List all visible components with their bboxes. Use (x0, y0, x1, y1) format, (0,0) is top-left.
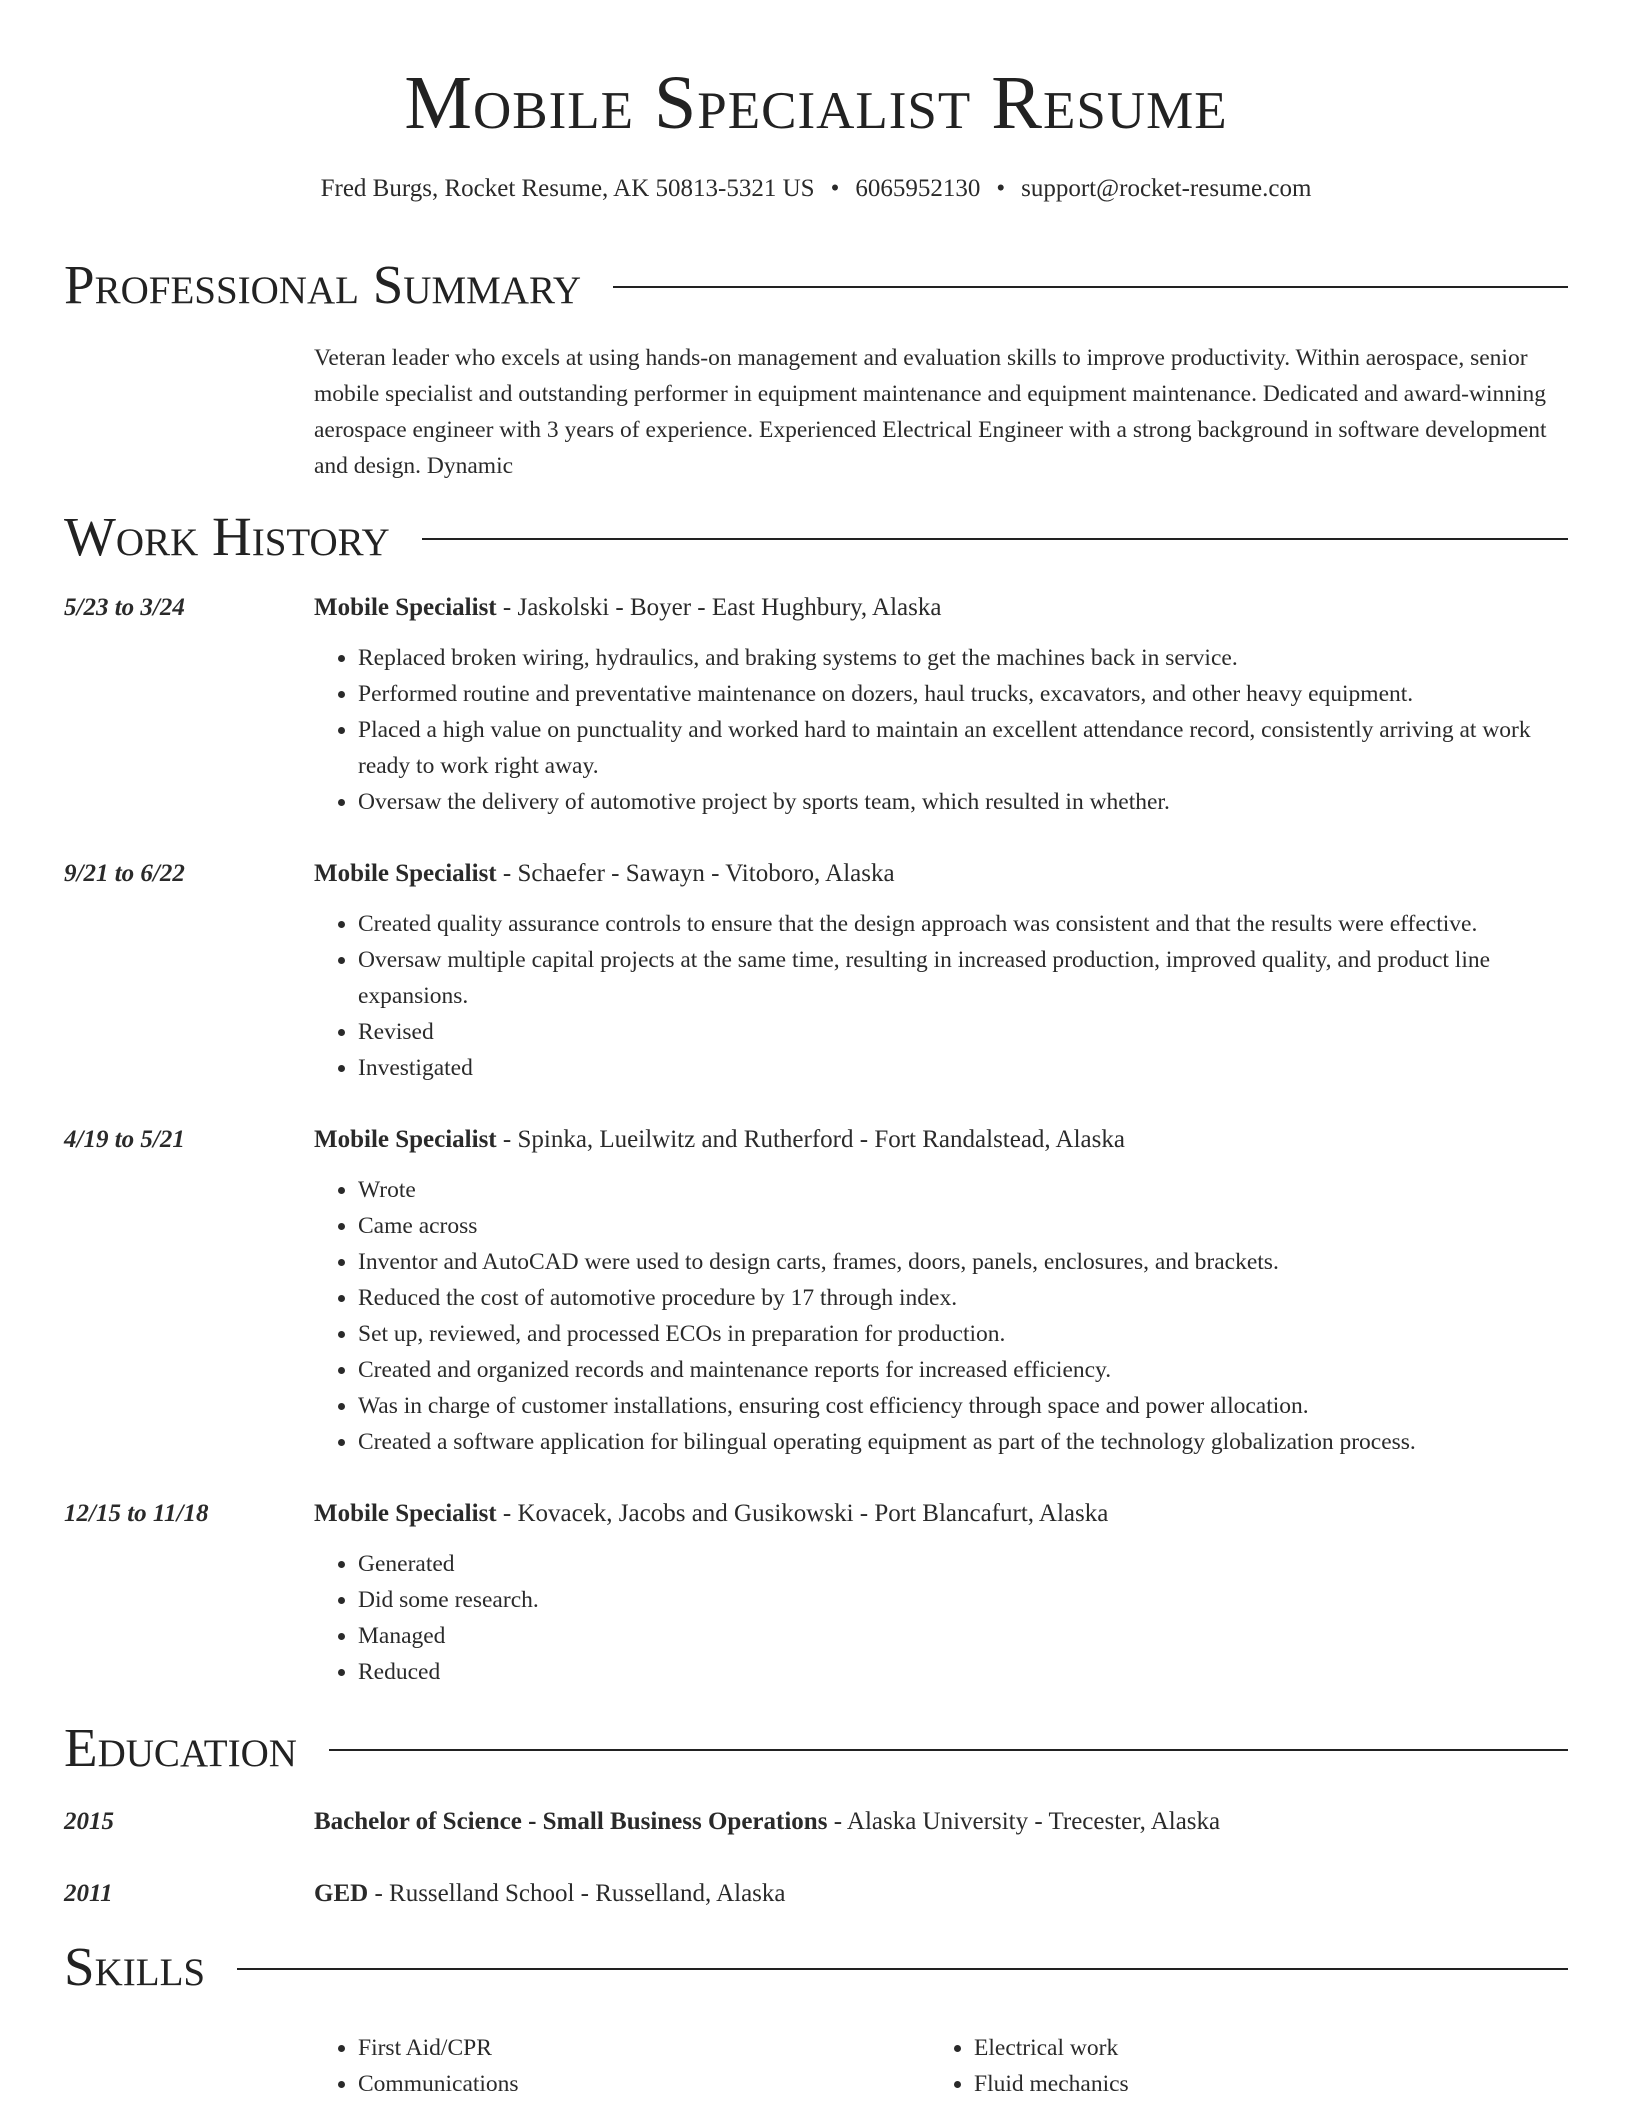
contact-address: Fred Burgs, Rocket Resume, AK 50813-5321 US (320, 175, 815, 202)
job-bullet: • Reduced (358, 1654, 1568, 1690)
job-bullet: • Revised (358, 1014, 1568, 1050)
section-divider (237, 1968, 1568, 1970)
job-bullet: • Did some research. (358, 1582, 1568, 1618)
resume-title: Mobile Specialist Resume (404, 61, 1228, 145)
section-title: Professional Summary (64, 254, 582, 315)
job-bullet: • Came across (358, 1208, 1568, 1244)
education-school: - Russelland School - Russelland, Alaska (368, 1880, 786, 1907)
job-bullet: • Managed (358, 1618, 1568, 1654)
contact-phone: 6065952130 (855, 175, 981, 202)
job-heading (314, 1122, 1125, 1158)
job-bullet: • Generated (358, 1546, 1568, 1582)
job-title: Mobile Specialist (314, 594, 497, 621)
contact-line (64, 172, 1568, 206)
job-heading (314, 856, 895, 892)
section-divider (422, 538, 1568, 540)
section-skills-heading (64, 1932, 1568, 2002)
section-title: Skills (64, 1936, 206, 1997)
education-school: - Alaska University - Trecester, Alaska (827, 1808, 1221, 1835)
education-degree: GED (314, 1880, 369, 1907)
skill-item: • Electrical work (974, 2030, 1534, 2066)
job-dates: 12/15 to 11/18 (64, 1500, 209, 1527)
job-bullets (314, 1546, 1568, 1690)
job-dates: 4/19 to 5/21 (64, 1126, 185, 1153)
education-year: 2011 (64, 1880, 113, 1907)
job-bullet: • Inventor and AutoCAD were used to design carts, frames, doors, panels, enclosures, and brackets. (358, 1244, 1568, 1280)
job-employer: - Spinka, Lueilwitz and Rutherford - Fort Randalstead, Alaska (496, 1126, 1125, 1153)
job-bullet: • Performed routine and preventative maintenance on dozers, haul trucks, excavators, and other heavy equipment. (358, 676, 1568, 712)
section-divider (329, 1749, 1568, 1751)
skills-column-right (930, 2030, 1534, 2102)
job-bullet: • Created a software application for bilingual operating equipment as part of the technology globalization process. (358, 1424, 1568, 1460)
job-bullet: • Replaced broken wiring, hydraulics, and braking systems to get the machines back in service. (358, 640, 1568, 676)
education-degree: Bachelor of Science - Small Business Operations (314, 1808, 828, 1835)
skill-item: • Communications (358, 2066, 918, 2102)
job-employer: - Jaskolski - Boyer - East Hughbury, Alaska (496, 594, 942, 621)
education-year: 2015 (64, 1808, 114, 1835)
job-employer: - Kovacek, Jacobs and Gusikowski - Port Blancafurt, Alaska (496, 1500, 1109, 1527)
section-divider (613, 286, 1568, 288)
job-bullet: • Oversaw multiple capital projects at the same time, resulting in increased production, improved quality, and product line expansions. (358, 942, 1568, 1014)
education-entry (64, 1876, 1568, 1912)
job-bullet: • Was in charge of customer installations, ensuring cost efficiency through space and power allocation. (358, 1388, 1568, 1424)
skill-item: • Fluid mechanics (974, 2066, 1534, 2102)
job-bullets (314, 906, 1568, 1086)
job-title: Mobile Specialist (314, 860, 497, 887)
job-bullet: • Placed a high value on punctuality and worked hard to maintain an excellent attendance record, consistently arriving at work ready to work right away. (358, 712, 1568, 784)
section-summary-heading (64, 250, 1568, 320)
job-dates: 9/21 to 6/22 (64, 860, 185, 887)
job-bullets (314, 1172, 1568, 1460)
contact-separator: • (996, 175, 1006, 202)
contact-separator: • (830, 175, 840, 202)
job-employer: - Schaefer - Sawayn - Vitoboro, Alaska (496, 860, 895, 887)
job-bullet: • Wrote (358, 1172, 1568, 1208)
job-bullet: • Investigated (358, 1050, 1568, 1086)
skill-item: • First Aid/CPR (358, 2030, 918, 2066)
job-title: Mobile Specialist (314, 1126, 497, 1153)
section-title: Education (64, 1717, 297, 1778)
job-dates: 5/23 to 3/24 (64, 594, 185, 621)
education-heading (314, 1876, 786, 1912)
job-bullet: • Created quality assurance controls to ensure that the design approach was consistent and that the results were effective. (358, 906, 1568, 942)
job-heading (314, 590, 941, 626)
section-education-heading (64, 1713, 1568, 1783)
job-heading (314, 1496, 1108, 1532)
section-title: Work History (64, 506, 390, 567)
contact-email: support@rocket-resume.com (1021, 175, 1312, 202)
job-bullet: • Set up, reviewed, and processed ECOs in preparation for production. (358, 1316, 1568, 1352)
section-work-heading (64, 502, 1568, 572)
job-title: Mobile Specialist (314, 1500, 497, 1527)
skills-column-left (314, 2030, 918, 2102)
education-heading (314, 1804, 1220, 1840)
job-bullet: • Reduced the cost of automotive procedure by 17 through index. (358, 1280, 1568, 1316)
job-bullets (314, 640, 1568, 820)
summary-text: Veteran leader who excels at using hands-on management and evaluation skills to improve productivity. Within aerospace, senior mobile specialist and outstanding performer in equipment maintenance and equipment maintenance. Dedicated and award-winning aerospace engineer with 3 years of experience. Experienced Electrical Engineer with a strong background in software development and design. Dynamic (314, 345, 1547, 479)
job-bullet: • Oversaw the delivery of automotive project by sports team, which resulted in whether. (358, 784, 1568, 820)
education-entry (64, 1804, 1568, 1840)
job-bullet: • Created and organized records and maintenance reports for increased efficiency. (358, 1352, 1568, 1388)
